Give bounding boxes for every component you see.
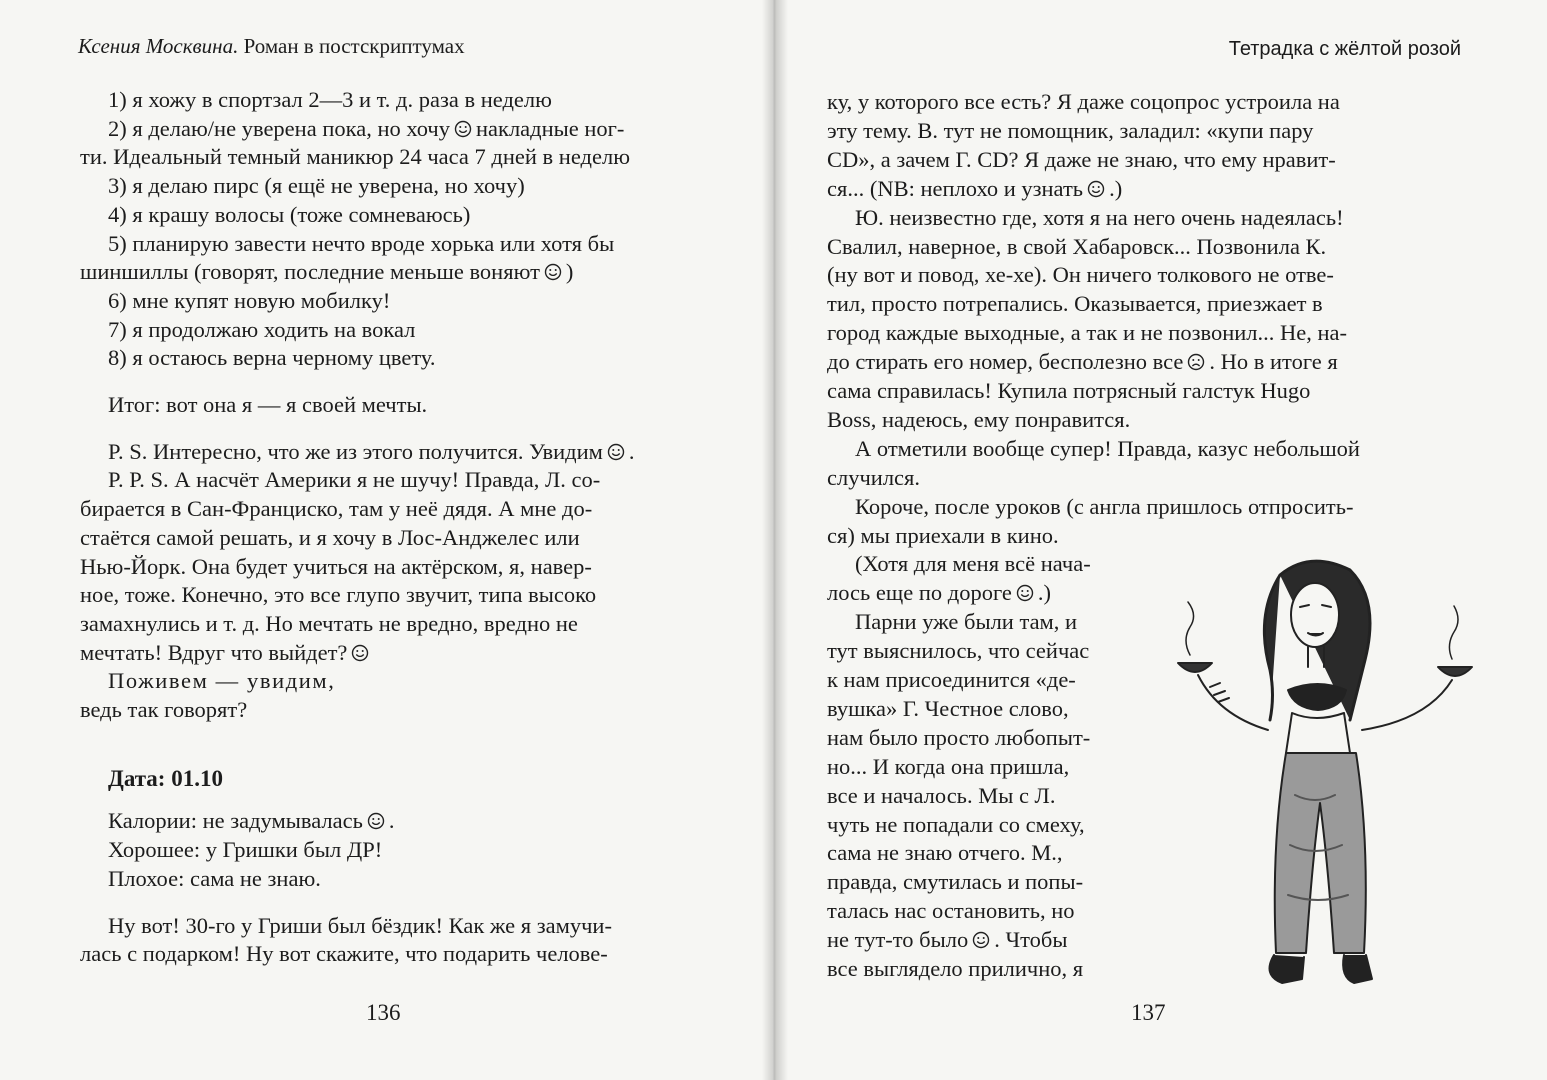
text-line-content: ся... (NB: неплохо и узнать — [827, 175, 1084, 201]
text-line — [80, 639, 373, 667]
text-line — [827, 753, 1069, 781]
page-number-right: 137 — [1131, 1000, 1166, 1025]
text-line — [827, 493, 1353, 521]
text-line-content: 7) я продолжаю ходить на вокал — [108, 316, 416, 342]
text-line-content: все и началось. Мы с Л. — [827, 782, 1056, 808]
text-line — [827, 88, 1340, 116]
text-line-content: CD», а зачем Г. CD? Я даже не знаю, что ему нравит- — [827, 146, 1336, 172]
text-line-content: лась с подарком! Ну вот скажите, что подарить челове- — [80, 941, 608, 967]
text-line — [80, 553, 592, 581]
text-line-content: нам было просто любопыт- — [827, 724, 1091, 750]
smiley-face-icon — [1016, 584, 1034, 602]
text-line-tail: ) — [565, 259, 574, 285]
text-line-content: Калории: не задумывалась — [108, 808, 363, 834]
text-line-tail: . — [388, 808, 395, 834]
text-line — [827, 348, 1338, 376]
text-line — [80, 258, 573, 286]
text-line-content: P. S. Интересно, что же из этого получится. Увидим — [108, 438, 603, 464]
text-line — [80, 438, 635, 466]
page-number-left: 136 — [366, 1000, 401, 1025]
text-line-tail: .) — [1037, 580, 1051, 606]
text-line-content: правда, смутилась и попы- — [827, 869, 1084, 895]
text-line — [80, 466, 600, 494]
text-line-content: Короче, после уроков (с англа пришлось отпросить- — [855, 493, 1354, 519]
text-line-content: ся) мы приехали в кино. — [827, 522, 1059, 548]
text-line — [827, 464, 920, 492]
text-line-tail: .) — [1109, 175, 1123, 201]
girl-illustration — [1170, 555, 1485, 995]
text-line — [80, 316, 415, 344]
text-line — [827, 579, 1051, 607]
text-line-content: сама справилась! Купила потрясный галстук Hugo — [827, 378, 1311, 403]
text-line-content: тут выяснилось, что сейчас — [827, 638, 1090, 664]
text-line-content: P. P. S. А насчёт Америки я не шучу! Правда, Л. со- — [108, 467, 601, 493]
text-line — [80, 495, 592, 523]
text-line-content: Ну вот! 30-го у Гриши был бёздик! Как же я замучи- — [108, 912, 612, 938]
text-line-content: Ю. неизвестно где, хотя я на него очень надеялась! — [855, 204, 1344, 230]
text-line-content: чуть не попадали со смеху, — [827, 811, 1085, 837]
date-heading — [80, 765, 223, 793]
text-line — [827, 897, 1075, 925]
text-line — [827, 290, 1323, 318]
text-line-tail: . — [628, 438, 635, 464]
text-line — [80, 836, 382, 864]
text-line-content: А отметили вообще супер! Правда, казус небольшой — [855, 435, 1360, 461]
text-line — [827, 377, 1310, 405]
smiley-face-icon — [544, 263, 562, 281]
text-line-content: ное, тоже. Конечно, это все глупо звучит, типа высоко — [80, 582, 597, 608]
text-line — [80, 201, 470, 229]
text-line — [80, 524, 580, 552]
text-line-content: Плохое: сама не знаю. — [108, 865, 321, 891]
text-line-content: мечтать! Вдруг что выйдет? — [80, 639, 348, 665]
text-line-content: но... И когда она пришла, — [827, 753, 1070, 779]
text-line-content: Поживем — увидим, — [108, 668, 336, 694]
text-line-tail: . Но в итоге я — [1209, 349, 1338, 375]
text-line — [827, 724, 1090, 752]
text-line-content: лось еще по дороге — [827, 580, 1012, 606]
text-line-content: сама не знаю отчего. М., — [827, 840, 1063, 866]
text-line-content: эту тему. В. тут не помощник, заладил: «купи пару — [827, 117, 1314, 143]
text-line — [827, 175, 1122, 203]
text-line-content: 6) мне купят новую мобилку! — [108, 287, 391, 313]
book-gutter — [762, 0, 788, 1080]
text-line-content: талась нас остановить, но — [827, 898, 1075, 924]
smiley-face-icon — [351, 644, 369, 662]
text-line — [80, 143, 630, 171]
text-line — [827, 522, 1059, 550]
left-page — [0, 0, 773, 1080]
text-line-content: Парни уже были там, и — [855, 609, 1078, 635]
running-header-left — [78, 34, 465, 59]
text-line — [827, 146, 1336, 174]
text-line — [80, 940, 608, 968]
text-line-content: (ну вот и повод, хе-хе). Он ничего толкового не отве- — [827, 262, 1334, 288]
text-line — [80, 696, 247, 724]
text-line — [827, 839, 1062, 867]
text-line-content: к нам присоединится «де- — [827, 667, 1076, 692]
text-line-content: бирается в Сан-Франциско, там у неё дядя. А мне до- — [80, 496, 593, 522]
text-line — [80, 807, 394, 835]
text-line — [827, 204, 1344, 232]
text-line-content: не тут-то было — [827, 927, 969, 953]
text-line-content: все выглядело прилично, я — [827, 956, 1084, 981]
header-book-title: Роман в постскриптумах — [243, 34, 465, 58]
text-line-tail: накладные ног- — [475, 115, 625, 141]
text-line — [80, 344, 436, 372]
text-line — [80, 287, 390, 315]
smiley-face-icon — [367, 812, 385, 830]
text-line-content: ти. Идеальный темный маникюр 24 часа 7 дней в неделю — [80, 144, 630, 170]
text-line — [80, 667, 335, 695]
text-line-content: Дата: 01.10 — [108, 765, 223, 791]
text-line — [827, 406, 1130, 434]
smiley-face-icon — [454, 120, 472, 138]
text-line — [827, 435, 1360, 463]
text-line-content: Хорошее: у Гришки был ДР! — [108, 837, 383, 863]
text-line-content: Итог: вот она я — я своей мечты. — [108, 392, 428, 417]
text-line-content: шиншиллы (говорят, последние меньше воняют — [80, 259, 540, 285]
text-line — [827, 926, 1067, 954]
text-line-content: 8) я остаюсь верна черному цвету. — [108, 345, 436, 371]
smiley-face-icon — [607, 443, 625, 461]
text-line-content: замахнулись и т. д. Но мечтать не вредно, вредно не — [80, 610, 578, 636]
text-line — [80, 391, 427, 419]
text-line-content: стаётся самой решать, и я хочу в Лос-Анджелес или — [80, 524, 580, 550]
text-line — [827, 117, 1313, 145]
text-line — [80, 581, 596, 609]
header-author: Ксения Москвина. — [78, 34, 239, 58]
text-line-tail: . Чтобы — [994, 927, 1068, 953]
text-line-content: Нью-Йорк. Она будет учиться на актёрском, я, навер- — [80, 553, 592, 579]
text-line — [80, 115, 624, 143]
text-line-content: город каждые выходные, а так и не позвонил... Не, на- — [827, 320, 1348, 346]
sad-face-icon — [1187, 353, 1205, 371]
text-line — [827, 608, 1077, 636]
text-line-content: Свалил, наверное, в свой Хабаровск... Позвонила К. — [827, 233, 1327, 259]
text-line — [80, 86, 552, 114]
text-line — [827, 695, 1069, 723]
text-line — [80, 230, 614, 258]
text-line-content: 4) я крашу волосы (тоже сомневаюсь) — [108, 201, 471, 227]
text-line — [827, 637, 1089, 665]
text-line — [80, 610, 578, 638]
text-line-content: Boss, надеюсь, ему понравится. — [827, 406, 1131, 432]
text-line — [827, 868, 1083, 896]
text-line — [827, 233, 1326, 261]
text-line-content: 3) я делаю пирс (я ещё не уверена, но хочу) — [108, 173, 525, 199]
right-page — [775, 0, 1547, 1080]
text-line — [827, 782, 1055, 810]
text-line-content: 5) планирую завести нечто вроде хорька или хотя бы — [108, 230, 615, 256]
text-line — [80, 912, 612, 940]
smiley-face-icon — [1087, 180, 1105, 198]
text-line-content: вушка» Г. Честное слово, — [827, 695, 1069, 721]
smiley-face-icon — [972, 931, 990, 949]
text-line — [827, 955, 1083, 983]
text-line-content: до стирать его номер, бесполезно все — [827, 349, 1184, 375]
running-header-right: Тетрадка с жёлтой розой — [1228, 38, 1461, 60]
text-line-content: 2) я делаю/не уверена пока, но хочу — [108, 115, 450, 141]
text-line — [80, 865, 321, 893]
text-line — [827, 550, 1091, 578]
text-line-content: (Хотя для меня всё нача- — [855, 551, 1091, 577]
text-line-content: ку, у которого все есть? Я даже соцопрос устроила на — [827, 89, 1340, 114]
text-line-content: случился. — [827, 464, 921, 490]
text-line-content: ведь так говорят? — [80, 697, 248, 722]
text-line — [80, 172, 525, 200]
text-line — [827, 666, 1076, 694]
text-line-content: тил, просто потрепались. Оказывается, приезжает в — [827, 291, 1323, 317]
text-line-content: 1) я хожу в спортзал 2—3 и т. д. раза в неделю — [108, 87, 552, 112]
text-line — [827, 319, 1347, 347]
text-line — [827, 811, 1085, 839]
text-line — [827, 261, 1334, 289]
